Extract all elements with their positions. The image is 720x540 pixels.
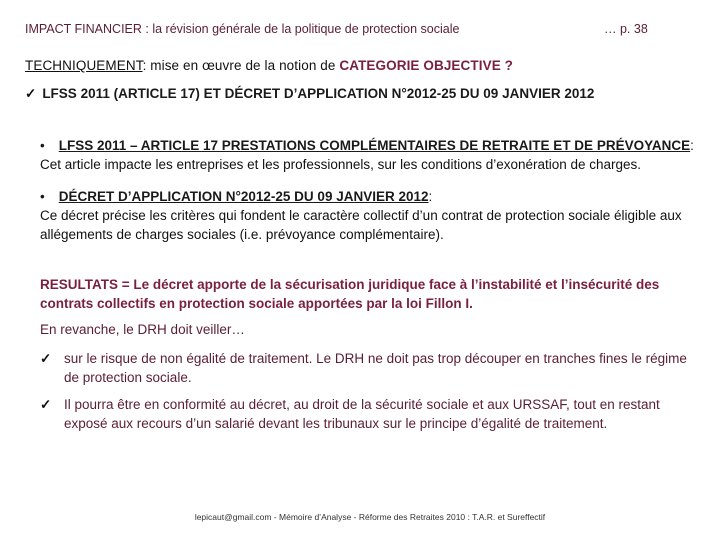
results-text: Le décret apporte de la sécurisation juridique face à l’instabilité et l’insécurité des contrats collectifs en protection sociale apportées par la loi Fillon I. [40,277,660,311]
page-number: … p. 38 [604,22,648,36]
footer-credit: lepicaut@gmail.com - Mémoire d’Analyse - Réforme des Retraites 2010 : T.A.R. et Sureffectif [194,512,546,522]
list-item [40,349,705,387]
bullet-dot-icon: • [40,138,45,153]
list-item [40,395,705,433]
header-title: IMPACT FINANCIER : la révision générale de la politique de protection sociale [25,22,460,36]
technique-text: : mise en œuvre de la notion de [142,58,340,73]
bullet-decret-title-line [40,187,705,206]
list-item-text: Il pourra être en conformité au décret, au droit de la sécurité sociale et aux URSSAF, tout en restant exposé aux recours d’un salarié devant les tribunaux sur le principe d’égalité de traitement. [64,397,660,431]
bullet-decret-colon: : [428,189,433,204]
check-icon: ✓ [25,86,37,101]
results-label: RESULTATS = [40,277,134,292]
drh-intro: En revanche, le DRH doit veiller… [40,322,245,337]
check-icon: ✓ [40,351,52,366]
bullet-lfss-title: LFSS 2011 – ARTICLE 17 PRESTATIONS COMPLÉMENTAIRES DE RETRAITE ET DE PRÉVOYANCE [58,138,691,153]
bullet-dot-icon: • [40,189,45,204]
lfss-heading [25,86,594,102]
technique-accent: CATEGORIE OBJECTIVE ? [339,58,513,73]
technique-line [25,58,513,73]
results-paragraph [40,275,710,313]
bullet-lfss-colon: : [690,138,694,153]
technique-label: TECHNIQUEMENT [25,58,143,73]
list-item-text: sur le risque de non égalité de traitement. Le DRH ne doit pas trop découper en tranches fines le régime de protection sociale. [64,351,687,385]
bullet-decret-body: Ce décret précise les critères qui fondent le caractère collectif d’un contrat de protection sociale éligible aux allégements de charges sociales (i.e. prévoyance complémentaire). [40,208,682,242]
bullet-decret [40,187,705,244]
lfss-heading-text: LFSS 2011 (ARTICLE 17) ET DÉCRET D’APPLICATION N°2012-25 DU 09 JANVIER 2012 [42,86,595,101]
bullet-lfss [40,136,705,174]
check-icon: ✓ [40,397,52,412]
bullet-lfss-body: Cet article impacte les entreprises et les professionnels, sur les conditions d’exonération de charges. [40,157,642,172]
bullet-decret-title: DÉCRET D’APPLICATION N°2012-25 DU 09 JANVIER 2012 [58,189,429,204]
bullet-lfss-title-line [40,136,705,155]
